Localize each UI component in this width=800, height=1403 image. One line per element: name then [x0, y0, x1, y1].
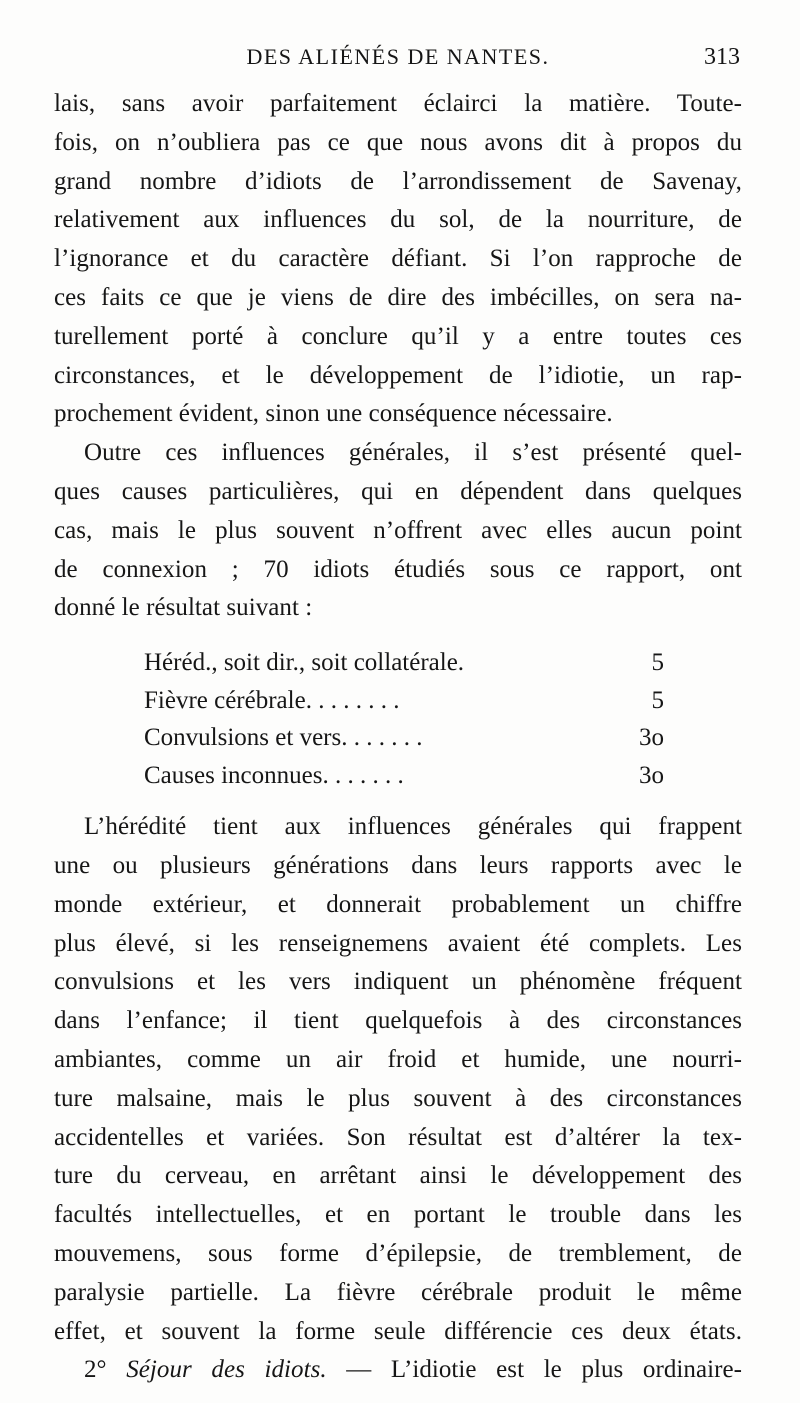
cause-label: Fièvre cérébrale. . . . . . . .	[144, 686, 400, 714]
text-line: donné le résultat suivant :	[54, 594, 313, 622]
section-start-line	[54, 1351, 742, 1390]
paragraph-3	[54, 808, 742, 1351]
text-line: convulsions et les vers indiquent un phénomène fréquent	[54, 968, 742, 996]
table-spacer	[54, 794, 742, 808]
table-row	[54, 644, 742, 682]
text-line: l’ignorance et du caractère défiant. Si l’on rapproche de	[54, 245, 742, 273]
text-line: monde extérieur, et donnerait probablement un chiffre	[54, 890, 742, 918]
text-line: plus élevé, si les renseignemens avaient été complets. Les	[54, 929, 742, 957]
running-title: DES ALIÉNÉS DE NANTES.	[246, 44, 550, 69]
text-line: L’hérédité tient aux influences générales qui frappent	[84, 813, 742, 841]
table-row	[54, 682, 742, 720]
text-line: relativement aux influences du sol, de la nourriture, de	[54, 206, 742, 234]
text-line: paralysie partielle. La fièvre cérébrale produit le même	[54, 1278, 742, 1306]
text-line: facultés intellectuelles, et en portant le trouble dans les	[54, 1201, 742, 1229]
text-line: Outre ces influences générales, il s’est présenté quel-	[84, 439, 742, 467]
section-number: 2°	[84, 1356, 107, 1384]
running-head	[54, 40, 742, 76]
text-line: turellement porté à conclure qu’il y a entre toutes ces	[54, 322, 742, 350]
text-line: accidentelles et variées. Son résultat est d’altérer la tex-	[54, 1123, 742, 1151]
cause-label: Causes inconnues. . . . . . .	[144, 761, 404, 789]
cause-count: 5	[651, 649, 664, 677]
cause-count: 3o	[639, 761, 664, 789]
text-line: effet, et souvent la forme seule différencie ces deux états.	[54, 1317, 742, 1345]
cause-count: 3o	[639, 724, 664, 752]
text-line: circonstances, et le développement de l’idiotie, un rap-	[54, 361, 742, 389]
text-line: ques causes particulières, qui en dépendent dans quelques	[54, 477, 742, 505]
text-line: cas, mais le plus souvent n’offrent avec elles aucun point	[54, 516, 742, 544]
paragraph-2	[54, 434, 742, 628]
table-spacer	[54, 628, 742, 644]
page-number: 313	[704, 44, 740, 70]
text-line: lais, sans avoir parfaitement éclairci la matière. Toute-	[54, 90, 742, 117]
text-line: prochement évident, sinon une conséquence nécessaire.	[54, 400, 613, 428]
text-line: mouvemens, sous forme d’épilepsie, de tremblement, de	[54, 1239, 742, 1267]
text-line: de connexion ; 70 idiots étudiés sous ce rapport, ont	[54, 555, 742, 583]
text-line: ces faits ce que je viens de dire des imbécilles, on sera na-	[54, 283, 742, 311]
text-line: ture du cerveau, en arrêtant ainsi le développement des	[54, 1162, 742, 1190]
text-line: fois, on n’oubliera pas ce que nous avons dit à propos du	[54, 128, 742, 156]
cause-count: 5	[651, 686, 664, 714]
cause-label: Héréd., soit dir., soit collatérale.	[144, 649, 465, 677]
text-line: grand nombre d’idiots de l’arrondissement de Savenay,	[54, 167, 742, 195]
causes-table	[54, 644, 742, 794]
table-row	[54, 757, 742, 795]
section-heading: Séjour des idiots.	[126, 1356, 327, 1384]
body-text	[54, 85, 742, 1390]
text-line: une ou plusieurs générations dans leurs rapports avec le	[54, 851, 742, 879]
table-row	[54, 719, 742, 757]
paragraph-1	[54, 85, 742, 434]
cause-label: Convulsions et vers. . . . . . .	[144, 724, 423, 752]
text-line: ambiantes, comme un air froid et humide, une nourri-	[54, 1045, 742, 1073]
text-line: dans l’enfance; il tient quelquefois à des circonstances	[54, 1007, 742, 1035]
text-line: ture malsaine, mais le plus souvent à des circonstances	[54, 1084, 742, 1112]
section-text: — L’idiotie est le plus ordinaire-	[346, 1356, 742, 1384]
